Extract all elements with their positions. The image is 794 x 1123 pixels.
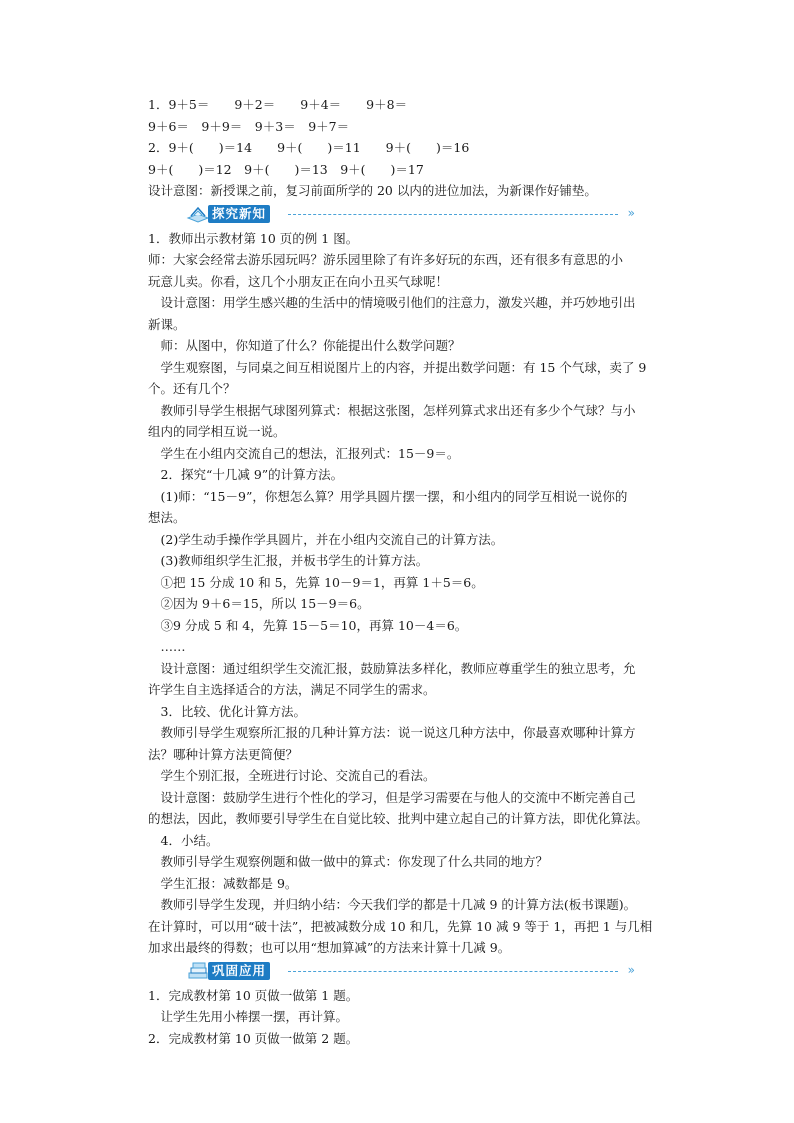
page-content	[148, 94, 678, 1049]
text-line: 加求出最终的得数；也可以用“想加算减”的方法来计算十几减 9。	[148, 940, 511, 955]
text-line: 学生个别汇报，全班进行讨论、交流自己的看法。	[148, 768, 436, 783]
text-line: (1)师：“15－9”，你想怎么算？用学具圆片摆一摆，和小组内的同学互相说一说你的	[148, 488, 628, 504]
text-line: 许学生自主选择适合的方法，满足不同学生的需求。	[148, 682, 436, 697]
text-line: (2)学生动手操作学具圆片，并在小组内交流自己的计算方法。	[148, 531, 504, 547]
text-line: ②因为 9＋6＝15，所以 15－9＝6。	[148, 596, 370, 611]
text-line: 9＋6＝ 9＋9＝ 9＋3＝ 9＋7＝	[148, 118, 350, 134]
text-line: 设计意图：用学生感兴趣的生活中的情境吸引他们的注意力，激发兴趣，并巧妙地引出	[148, 295, 636, 310]
text-line: 3．比较、优化计算方法。	[148, 703, 306, 719]
text-line: 设计意图：通过组织学生交流汇报，鼓励算法多样化，教师应尊重学生的独立思考，允	[148, 660, 636, 676]
text-line: 教师引导学生发现，并归纳小结：今天我们学的都是十几减 9 的计算方法(板书课题)。	[148, 897, 637, 912]
book-icon	[186, 204, 210, 224]
text-line: 组内的同学相互说一说。	[148, 424, 286, 439]
books-icon	[186, 961, 210, 981]
explore-section	[148, 228, 678, 959]
text-line: ③9 分成 5 和 4，先算 15－5＝10，再算 10－4＝6。	[148, 617, 468, 633]
text-line: 学生在小组内交流自己的想法，汇报列式：15－9＝。	[148, 445, 460, 461]
practice-section	[148, 985, 678, 1050]
section-header-practice	[148, 960, 678, 982]
text-line: 新课。	[148, 316, 186, 332]
text-line: 设计意图：鼓励学生进行个性化的学习，但是学习需要在与他人的交流中不断完善自己	[148, 789, 636, 805]
text-line: 让学生先用小棒摆一摆，再计算。	[148, 1009, 349, 1024]
text-line: ……	[148, 639, 186, 654]
text-line: (3)教师组织学生汇报，并板书学生的计算方法。	[148, 553, 429, 568]
double-arrow-icon: »	[627, 962, 632, 977]
text-line: 玩意儿卖。你看，这几个小朋友正在向小丑买气球呢！	[148, 273, 449, 289]
header-divider	[288, 971, 618, 972]
text-line: 2．9＋( )＝14 9＋( )＝11 9＋( )＝16	[148, 140, 470, 155]
text-line: 4．小结。	[148, 832, 219, 848]
text-line: 2．探究“十几减 9”的计算方法。	[148, 467, 344, 482]
text-line: 法？哪种计算方法更简便？	[148, 746, 299, 762]
text-line: 师：从图中，你知道了什么？你能提出什么数学问题？	[148, 338, 461, 353]
text-line: 设计意图：新授课之前，复习前面所学的 20 以内的进位加法，为新课作好铺垫。	[148, 183, 597, 198]
text-line: 师：大家会经常去游乐园玩吗？游乐园里除了有许多好玩的东西，还有很多有意思的小	[148, 252, 624, 267]
section-title: 探究新知	[208, 205, 270, 223]
text-line: 1．9＋5＝ 9＋2＝ 9＋4＝ 9＋8＝	[148, 97, 408, 112]
header-divider	[288, 214, 618, 215]
section-header-explore	[148, 203, 678, 225]
text-line: 个。还有几个？	[148, 381, 236, 396]
text-line: 1．完成教材第 10 页做一做第 1 题。	[148, 987, 359, 1003]
text-line: 教师引导学生根据气球图列算式：根据这张图，怎样列算式求出还有多少个气球？与小	[148, 402, 636, 418]
text-line: 9＋( )＝12 9＋( )＝13 9＋( )＝17	[148, 161, 424, 177]
section-title: 巩固应用	[208, 962, 270, 980]
text-line: 的想法，因此，教师要引导学生在自觉比较、批判中建立起自己的计算方法，即优化算法。	[148, 811, 649, 826]
review-section	[148, 94, 678, 202]
double-arrow-icon: »	[627, 205, 632, 220]
text-line: 学生汇报：减数都是 9。	[148, 875, 298, 891]
text-line: 1．教师出示教材第 10 页的例 1 图。	[148, 230, 359, 246]
text-line: 学生观察图，与同桌之间互相说图片上的内容，并提出数学问题：有 15 个气球，卖了 9	[148, 359, 647, 375]
text-line: 2．完成教材第 10 页做一做第 2 题。	[148, 1030, 359, 1046]
text-line: 想法。	[148, 510, 186, 525]
text-line: 教师引导学生观察所汇报的几种计算方法：说一说这几种方法中，你最喜欢哪种计算方	[148, 725, 636, 740]
text-line: ①把 15 分成 10 和 5，先算 10－9＝1，再算 1＋5＝6。	[148, 574, 484, 590]
text-line: 教师引导学生观察例题和做一做中的算式：你发现了什么共同的地方？	[148, 854, 549, 869]
text-line: 在计算时，可以用“破十法”，把被减数分成 10 和几，先算 10 减 9 等于 1，再把 1 与几相	[148, 918, 653, 934]
